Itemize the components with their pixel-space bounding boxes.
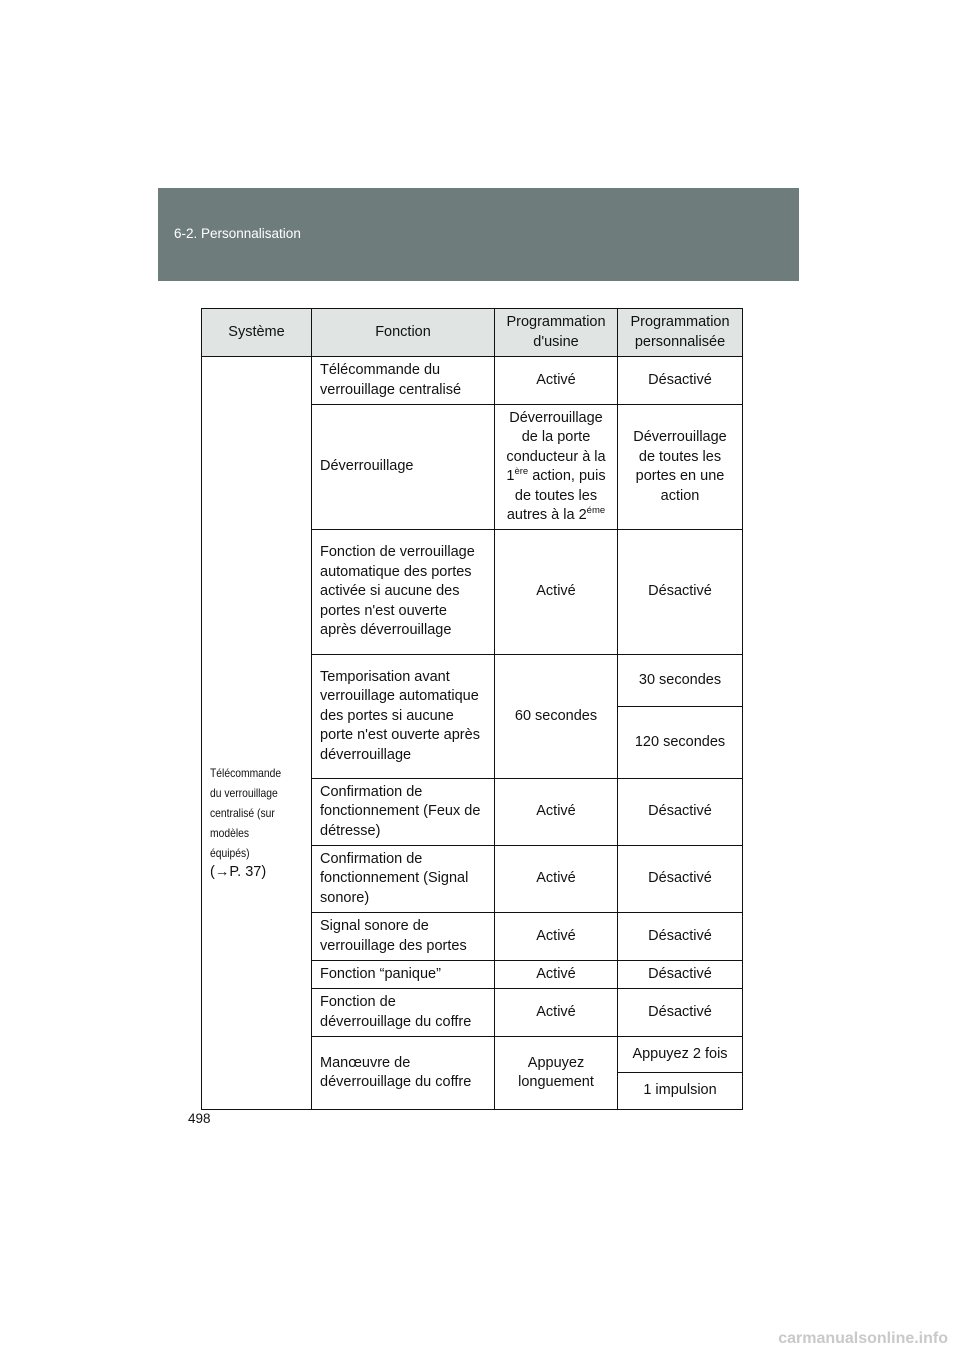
column-header-system: Système [202,309,312,357]
factory-cell: Activé [495,961,618,989]
function-cell: Fonction de verrouillage automatique des portes activée si aucune des portes n'est ouverte après déverrouillage [312,530,495,655]
factory-text-part: Déverrouillage de la porte conducteur à la 1 [506,409,606,484]
factory-cell: Activé [495,357,618,405]
factory-cell: Activé [495,989,618,1037]
function-cell: Déverrouillage [312,405,495,530]
column-header-factory: Programmation d'usine [495,309,618,357]
factory-cell [495,405,618,530]
function-cell: Manœuvre de déverrouillage du coffre [312,1037,495,1110]
watermark: carmanualsonline.info [778,1330,948,1347]
factory-text-part: action, puis de toutes les autres à la 2 [506,468,606,523]
page-reference: (→P. 37) [210,864,267,881]
custom-option-cell: Appuyez 2 fois [618,1037,743,1073]
custom-cell: Désactivé [618,913,743,961]
custom-option-cell: 120 secondes [618,707,743,779]
custom-cell: Désactivé [618,989,743,1037]
section-title: 6-2. Personnalisation [174,226,301,241]
system-label-line: équipés) [210,846,250,861]
custom-cell: Déverrouillage de toutes les portes en une action [618,405,743,530]
function-cell: Confirmation de fonctionnement (Feux de détresse) [312,779,495,846]
custom-cell: Désactivé [618,779,743,846]
function-cell: Signal sonore de verrouillage des portes [312,913,495,961]
factory-cell: Activé [495,530,618,655]
custom-cell: Désactivé [618,961,743,989]
custom-option-cell: 30 secondes [618,655,743,707]
factory-cell: Activé [495,779,618,846]
function-cell: Fonction de déverrouillage du coffre [312,989,495,1037]
column-header-custom: Programmation personnalisée [618,309,743,357]
custom-cell: Désactivé [618,846,743,913]
function-cell: Télécommande du verrouillage centralisé [312,357,495,405]
system-cell [202,357,312,1110]
factory-cell: 60 secondes [495,655,618,779]
factory-cell: Activé [495,846,618,913]
column-header-function: Fonction [312,309,495,357]
table-header-row [202,309,743,357]
table-row [202,357,743,405]
superscript: ère [514,466,529,478]
custom-cell: Désactivé [618,530,743,655]
factory-cell: Activé [495,913,618,961]
system-label-line: modèles [210,826,250,841]
system-label-line: du verrouillage [210,786,278,801]
custom-cell: Désactivé [618,357,743,405]
superscript: éme [586,505,606,517]
factory-cell: Appuyez longuement [495,1037,618,1110]
system-label-line: Télécommande [210,766,282,781]
function-cell: Temporisation avant verrouillage automatique des portes si aucune porte n'est ouverte après déverrouillage [312,655,495,779]
section-header-bar [158,188,799,281]
function-cell: Fonction “panique” [312,961,495,989]
function-cell: Confirmation de fonctionnement (Signal sonore) [312,846,495,913]
page-number: 498 [188,1111,211,1126]
system-label-line: centralisé (sur [210,806,275,821]
custom-option-cell: 1 impulsion [618,1073,743,1110]
customization-table [201,308,743,1110]
